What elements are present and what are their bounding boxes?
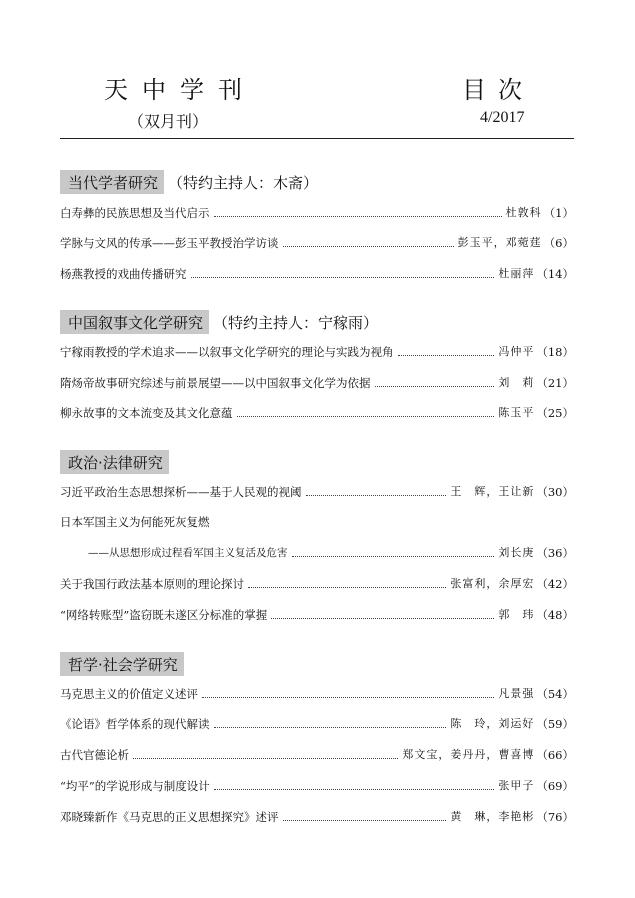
article-title: 《论语》哲学体系的现代解读	[60, 717, 210, 731]
toc-entry[interactable]	[60, 512, 574, 532]
toc-entry[interactable]	[60, 342, 574, 362]
page-number: （25）	[536, 406, 574, 420]
page-number: （59）	[536, 717, 574, 731]
section-title: 哲学·社会学研究	[60, 652, 184, 676]
article-author: 冯仲平	[498, 345, 535, 358]
contents-heading: 目次	[462, 76, 534, 104]
section-heading	[60, 450, 169, 474]
page-number: （21）	[536, 376, 574, 390]
journal-title: 天中学刊	[104, 76, 256, 104]
section-heading	[60, 652, 184, 676]
dot-leader	[271, 618, 494, 619]
toc-entry[interactable]	[60, 203, 574, 223]
journal-frequency: （双月刊）	[128, 112, 209, 131]
article-author: 陈玉平	[498, 406, 535, 419]
article-title: 邓晓臻新作《马克思的正义思想探究》述评	[60, 810, 279, 824]
section-title: 当代学者研究	[60, 170, 164, 194]
toc-entry[interactable]	[60, 373, 574, 393]
dot-leader	[292, 556, 495, 557]
article-author: 刘长庚	[498, 546, 535, 559]
article-title: 习近平政治生态思想探析——基于人民观的视阈	[60, 485, 302, 499]
dot-leader	[306, 495, 447, 496]
page-number: （66）	[536, 748, 574, 762]
article-title: 日本军国主义为何能死灰复燃	[60, 515, 210, 529]
article-author: 凡景强	[498, 687, 535, 700]
page-number: （54）	[536, 687, 574, 701]
section-heading	[60, 170, 318, 194]
article-author: 杜敦科	[505, 206, 542, 219]
article-title: “均平”的学说形成与制度设计	[60, 779, 210, 793]
dot-leader	[237, 416, 495, 417]
page-number: （18）	[536, 345, 574, 359]
article-author: 杜丽萍	[498, 267, 535, 280]
page-number: （76）	[536, 810, 574, 824]
dot-leader	[191, 277, 495, 278]
dot-leader	[283, 246, 454, 247]
dot-leader	[133, 758, 398, 759]
section-title: 政治·法律研究	[60, 450, 169, 474]
toc-entry[interactable]	[60, 776, 574, 796]
dot-leader	[214, 727, 447, 728]
page-number: （42）	[536, 577, 574, 591]
page-number: （69）	[536, 779, 574, 793]
article-author: 郑文宝，姜丹丹，曹喜博	[402, 748, 535, 761]
article-author: 郭 玮	[498, 608, 535, 621]
page-number: （48）	[536, 608, 574, 622]
toc-entry[interactable]	[60, 714, 574, 734]
toc-entry[interactable]	[60, 684, 574, 704]
page-number: （30）	[536, 485, 574, 499]
toc-entry[interactable]	[60, 745, 574, 765]
article-title: 古代官德论析	[60, 748, 129, 762]
dot-leader	[202, 697, 494, 698]
header-divider	[60, 138, 574, 139]
article-title: 关于我国行政法基本原则的理论探讨	[60, 577, 244, 591]
page-number: （36）	[536, 546, 574, 560]
article-author: 彭玉平，邓菀莛	[457, 236, 542, 249]
article-title: 学脉与文风的传承——彭玉平教授治学访谈	[60, 236, 279, 250]
article-title: 杨燕教授的戏曲传播研究	[60, 267, 187, 281]
dot-leader	[248, 587, 446, 588]
article-title: 隋炀帝故事研究综述与前景展望——以中国叙事文化学为依据	[60, 376, 371, 390]
article-subtitle: ——从思想形成过程看军国主义复活及危害	[88, 547, 288, 559]
issue-number: 4/2017	[480, 109, 525, 126]
article-author: 张甲子	[498, 779, 535, 792]
article-title: 马克思主义的价值定义述评	[60, 687, 198, 701]
toc-entry[interactable]	[60, 574, 574, 594]
article-title: 柳永故事的文本流变及其文化意蕴	[60, 406, 233, 420]
dot-leader	[375, 386, 495, 387]
page-number: （6）	[543, 236, 574, 250]
toc-entry[interactable]	[60, 233, 574, 253]
article-title: 宁稼雨教授的学术追求——以叙事文化学研究的理论与实践为视角	[60, 345, 394, 359]
page-number: （14）	[536, 267, 574, 281]
article-author: 陈 玲，刘运好	[450, 717, 535, 730]
toc-entry[interactable]	[60, 605, 574, 625]
toc-entry[interactable]	[60, 543, 574, 563]
article-title: “网络转账型”盗窃既未遂区分标准的掌握	[60, 608, 268, 622]
dot-leader	[214, 789, 495, 790]
article-author: 黄 琳，李艳彬	[450, 810, 535, 823]
dot-leader	[283, 820, 447, 821]
article-author: 王 辉，王让新	[450, 485, 535, 498]
toc-entry[interactable]	[60, 807, 574, 827]
dot-leader	[214, 216, 502, 217]
toc-entry[interactable]	[60, 403, 574, 423]
toc-entry[interactable]	[60, 482, 574, 502]
section-host: （特约主持人：宁稼雨）	[213, 313, 379, 332]
section-host: （特约主持人：木斋）	[168, 173, 319, 192]
page-number: （1）	[543, 206, 574, 220]
dot-leader	[398, 355, 495, 356]
article-title: 白寿彝的民族思想及当代启示	[60, 206, 210, 220]
section-title: 中国叙事文化学研究	[60, 310, 209, 334]
section-heading	[60, 310, 378, 334]
toc-entry[interactable]	[60, 264, 574, 284]
article-author: 刘 莉	[498, 376, 535, 389]
article-author: 张富利，余厚宏	[450, 577, 535, 590]
